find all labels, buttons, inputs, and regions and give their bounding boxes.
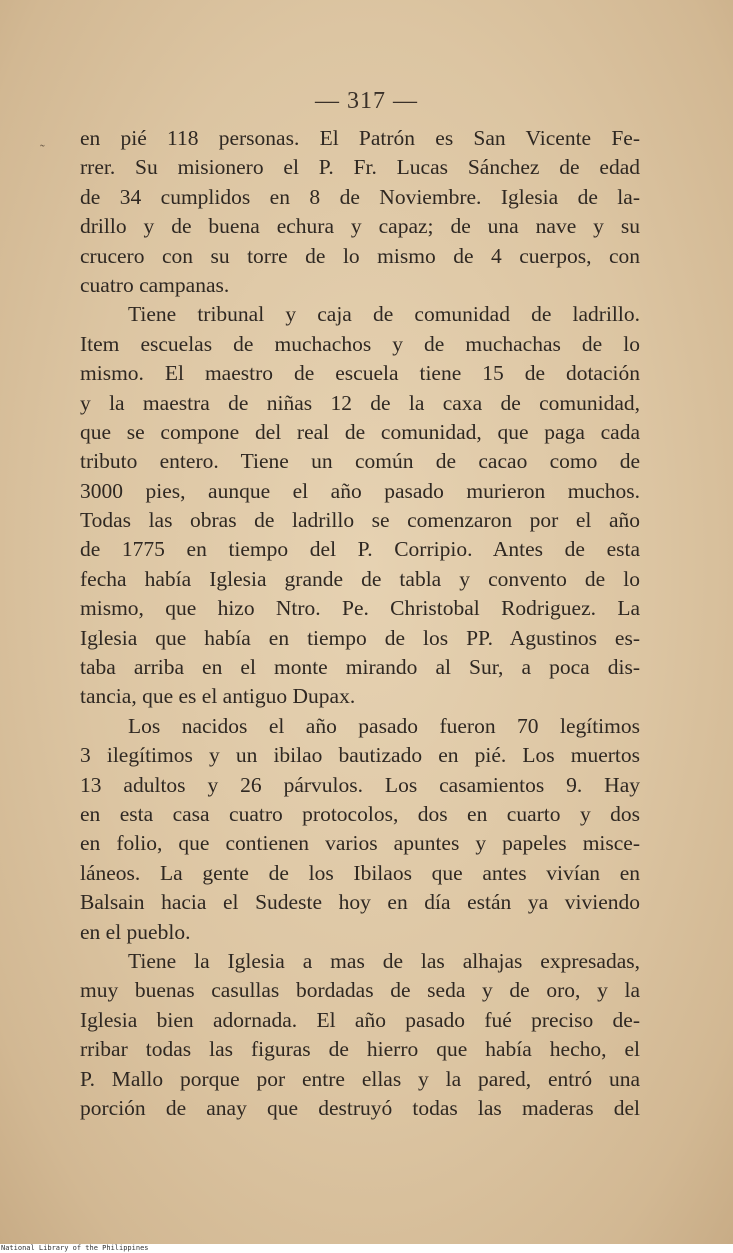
- text-line: rrer. Su misionero el P. Fr. Lucas Sánchez de edad: [80, 155, 640, 180]
- text-line: Todas las obras de ladrillo se comenzaron por el año: [80, 508, 640, 533]
- text-line: cuatro campanas.: [80, 272, 230, 297]
- text-line: Balsain hacia el Sudeste hoy en día están ya viviendo: [80, 890, 640, 915]
- text-line: fecha había Iglesia grande de tabla y convento de lo: [80, 566, 640, 591]
- text-line: crucero con su torre de lo mismo de 4 cuerpos, con: [80, 243, 640, 268]
- text-line: que se compone del real de comunidad, que paga cada: [80, 419, 640, 444]
- text-line: 3000 pies, aunque el año pasado murieron muchos.: [80, 478, 640, 503]
- text-line: en esta casa cuatro protocolos, dos en cuarto y dos: [80, 801, 640, 826]
- text-line: Iglesia bien adornada. El año pasado fué preciso de-: [80, 1007, 640, 1032]
- text-line: drillo y de buena echura y capaz; de una nave y su: [80, 214, 640, 239]
- text-line: muy buenas casullas bordadas de seda y de oro, y la: [80, 978, 640, 1003]
- text-line: y la maestra de niñas 12 de la caxa de comunidad,: [80, 390, 640, 415]
- text-line: Los nacidos el año pasado fueron 70 legítimos: [128, 713, 640, 738]
- text-line: Tiene tribunal y caja de comunidad de ladrillo.: [128, 302, 640, 327]
- text-line: 3 ilegítimos y un ibilao bautizado en pié. Los muertos: [80, 743, 640, 768]
- text-line: en el pueblo.: [80, 919, 191, 944]
- text-line: láneos. La gente de los Ibilaos que antes vivían en: [80, 860, 640, 885]
- text-line: tributo entero. Tiene un común de cacao como de: [80, 449, 640, 474]
- text-line: Item escuelas de muchachos y de muchachas de lo: [80, 331, 640, 356]
- body-text: [80, 124, 640, 1123]
- text-line: en pié 118 personas. El Patrón es San Vicente Fe-: [80, 126, 640, 150]
- text-line: tancia, que es el antiguo Dupax.: [80, 684, 356, 709]
- footer-credit: National Library of the Philippines: [1, 1244, 149, 1252]
- text-line: Tiene la Iglesia a mas de las alhajas expresadas,: [128, 948, 640, 973]
- page-number: — 317 —: [315, 88, 418, 114]
- text-line: mismo, que hizo Ntro. Pe. Christobal Rodriguez. La: [80, 596, 640, 621]
- text-line: de 34 cumplidos en 8 de Noviembre. Iglesia de la-: [80, 184, 640, 209]
- text-line: en folio, que contienen varios apuntes y papeles misce-: [80, 831, 640, 856]
- text-line: taba arriba en el monte mirando al Sur, a poca dis-: [80, 655, 640, 680]
- text-line: Iglesia que había en tiempo de los PP. Agustinos es-: [80, 625, 640, 650]
- margin-mark: ˜: [40, 143, 45, 158]
- text-line: porción de anay que destruyó todas las maderas del: [80, 1095, 640, 1120]
- text-line: de 1775 en tiempo del P. Corripio. Antes de esta: [80, 537, 640, 562]
- text-line: rribar todas las figuras de hierro que había hecho, el: [80, 1037, 640, 1062]
- text-line: 13 adultos y 26 párvulos. Los casamientos 9. Hay: [80, 772, 640, 797]
- text-line: mismo. El maestro de escuela tiene 15 de dotación: [80, 361, 640, 386]
- text-line: P. Mallo porque por entre ellas y la pared, entró una: [80, 1066, 640, 1091]
